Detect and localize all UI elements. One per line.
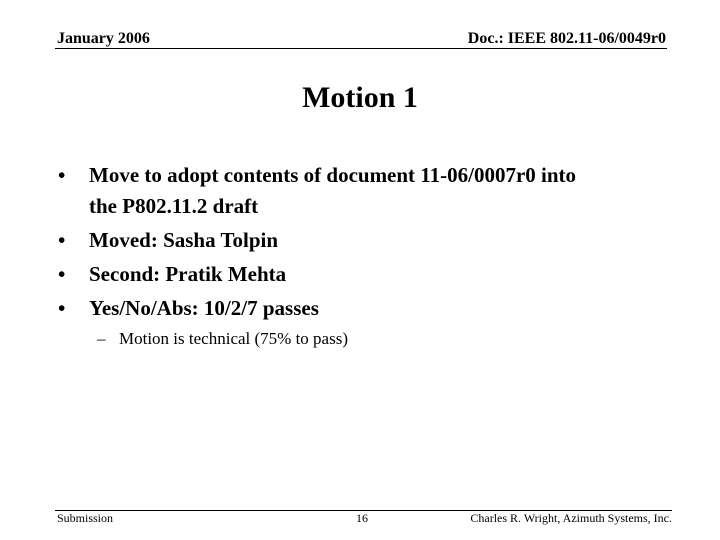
footer-author: Charles R. Wright, Azimuth Systems, Inc. — [470, 511, 672, 525]
bullet-text-line2: the P802.11.2 draft — [89, 194, 259, 218]
bullet-text: Moved: Sasha Tolpin — [89, 228, 279, 252]
header-doc-id: Doc.: IEEE 802.11-06/0049r0 — [467, 30, 666, 47]
footer-page-number: 16 — [356, 511, 368, 525]
bullet-icon: • — [58, 262, 66, 286]
bullet-item-second — [58, 259, 668, 290]
bullet-text: Second: Pratik Mehta — [89, 262, 287, 286]
footer-submission: Submission — [57, 511, 114, 525]
slide-title: Motion 1 — [302, 81, 418, 114]
bullet-item-vote — [58, 293, 668, 324]
sub-bullet-text: Motion is technical (75% to pass) — [119, 329, 348, 348]
bullet-list — [58, 160, 668, 327]
dash-icon: – — [97, 329, 106, 348]
bullet-text-line1: Move to adopt contents of document 11-06/0007r0 into — [89, 163, 577, 187]
header-date: January 2006 — [57, 30, 150, 47]
bullet-icon: • — [58, 228, 66, 252]
sub-bullet-item — [97, 327, 348, 351]
header-divider — [55, 48, 667, 49]
bullet-item-motion — [58, 160, 668, 222]
bullet-item-moved — [58, 225, 668, 256]
bullet-icon: • — [58, 296, 66, 320]
bullet-icon: • — [58, 163, 66, 187]
bullet-text: Yes/No/Abs: 10/2/7 passes — [89, 296, 319, 320]
